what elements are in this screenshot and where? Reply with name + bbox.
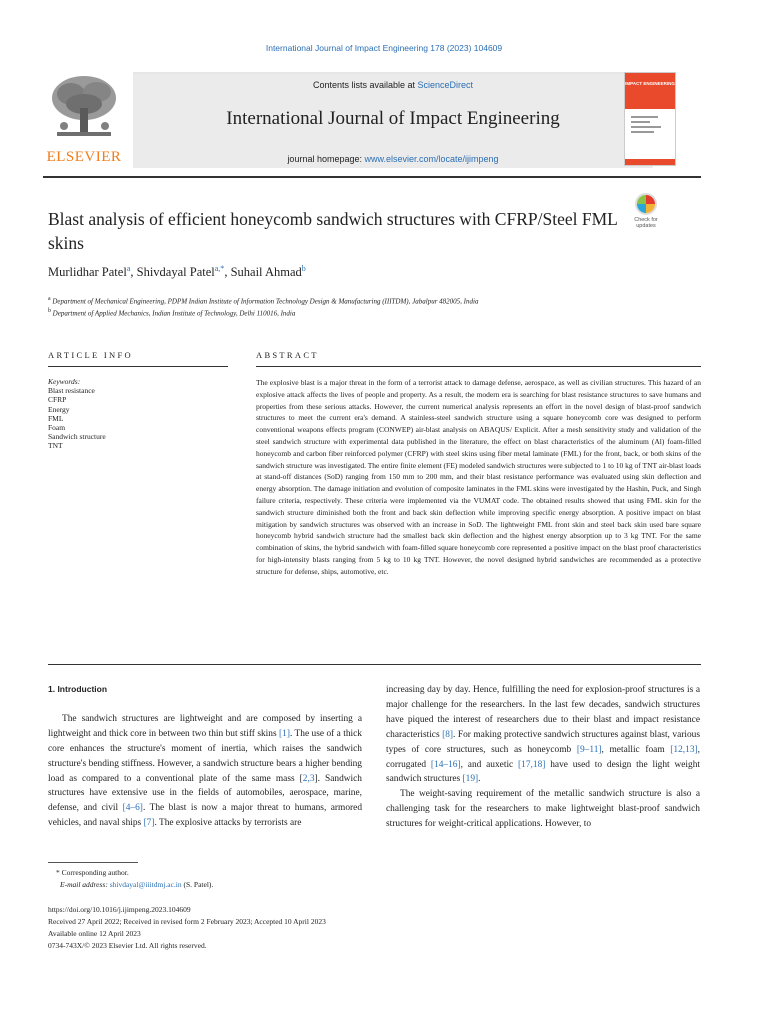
keyword: Energy <box>48 404 70 414</box>
journal-cover-thumbnail[interactable] <box>624 72 676 166</box>
citation-ref-link[interactable]: [12,13] <box>670 744 698 755</box>
author-name[interactable]: Suhail Ahmad <box>230 265 302 280</box>
article-info-heading: ARTICLE INFO <box>48 350 133 360</box>
homepage-link[interactable]: www.elsevier.com/locate/ijimpeng <box>364 154 499 164</box>
keywords-block <box>48 377 228 451</box>
text-run: , corrugated <box>386 744 700 770</box>
text-run: The sandwich structures are lightweight and are composed by inserting a lightweight and thick core in between two thin but stiff skins <box>48 713 362 739</box>
keywords-label: Keywords: <box>48 377 81 386</box>
citation-ref-link[interactable]: [8] <box>442 729 454 740</box>
cover-band: IMPACT ENGINEERING <box>625 73 675 109</box>
paragraph <box>48 712 362 831</box>
text-run: . The explosive attacks by terrorists are <box>154 818 302 829</box>
citation-ref-link[interactable]: [14–16] <box>430 759 461 770</box>
doi-link[interactable]: https://doi.org/10.1016/j.ijimpeng.2023.104609 <box>48 905 191 914</box>
crossmark-icon <box>635 193 657 215</box>
crossmark-badge[interactable] <box>626 193 666 233</box>
article-title: Blast analysis of efficient honeycomb sandwich structures with CFRP/Steel FML skins <box>48 209 618 253</box>
keyword: Blast resistance <box>48 386 95 396</box>
text-run: . The blast is now a major threat to humans, armored vehicles, and naval ships <box>48 803 363 829</box>
affiliation-sup: a <box>48 296 51 302</box>
abstract-text: The explosive blast is a major threat in the form of a terrorist attack to damage defense, aerospace, as well as civilian structures. This hazard of an explosive attack affects the lives of people and property. As a result, the modern era is searching for blast resistance structures to save humans and properties from these serious attacks. However, the current numerical analysis represents an effort in the novel design of blast-proof sandwich structures to meet the current era's demand. A stainless-steel sandwich structure using a square honeycomb core was designed to perform conventional weapons effects program (CONWEP) air-blast analysis on ABAQUS/ Explicit. After a mesh sensitivity study and validation of the steel sandwich structure with experimental data published in the literature, the effect on blast characteristics of the aluminum (Al) foam-filled honeycomb and carbon fiber reinforced polymer (CFRP) with steel skins using fiber metal laminate (FML) for the front, back, or both skins of the sandwich structure was investigated. The entire finite element (FE) modeled sandwich structures were subjected to 1 to 10 kg of TNT air-blast loads at stand-off distances (SoD) ranging from 150 mm to 200 mm, and their blast resistance performance was evaluated using skin deflection and energy absorption. The damage initiation and evolution of composite laminates in the FML skins were investigated by the Hashin, Puck, and Singh failure criteria, respectively. These criteria were implemented via the VUMAT code. The obtained results showed that using FML skin for the sandwich structure diminished both the front and back skin deflection while improving specific energy absorption. A positive impact on blast mitigation by sandwich structures was observed with an increase in SoD. The lightweight FML front skin and steel back skin used bare square honeycomb hybrid sandwich structure had the smallest back skin deflection and the highest energy absorption up to 3 kg TNT. For the same combination of skins, the hybrid sandwich with foam-filled square honeycomb core represented a positive impact on the blast proof characteristics for high-intensity blasts ranging from 5 kg to 10 kg TNT. However, the novel designed hybrid sandwiches are recommended as a protective structure for defense, ships, automotive, etc. <box>256 378 701 576</box>
affiliation-b <box>48 308 295 317</box>
keyword: Foam <box>48 423 66 433</box>
homepage-prefix: journal homepage: <box>287 154 365 164</box>
elsevier-wordmark: ELSEVIER <box>46 149 122 165</box>
journal-title: International Journal of Impact Engineering <box>226 108 560 129</box>
email-label: E-mail address: <box>60 880 110 889</box>
citation-ref-link[interactable]: [17,18] <box>518 759 546 770</box>
copyright: 0734-743X/© 2023 Elsevier Ltd. All rights reserved. <box>48 941 207 950</box>
affiliation-a <box>48 296 478 305</box>
citation-ref-link[interactable]: [1] <box>279 728 290 739</box>
author-list: Murlidhar Patel$^a$, Shivdayal Patel$^{a,*}$, Suhail Ahmad$^b$ <box>48 264 306 280</box>
crossmark-label: Check for updates <box>634 217 658 229</box>
affiliation-text: Department of Mechanical Engineering, PDPM Indian Institute of Information Technology Design & Manufacturing (IIITDM), Jabalpur 482005, India <box>52 297 479 306</box>
keyword: CFRP <box>48 395 67 405</box>
cover-footer <box>625 159 675 165</box>
abstract-heading: ABSTRACT <box>256 350 319 360</box>
journal-header <box>43 70 673 170</box>
keyword: Sandwich structure <box>48 432 106 442</box>
cover-lines <box>625 109 675 140</box>
contents-line <box>133 80 653 90</box>
text-run: . The use of a thick core enhances the structure's moment of inertia, which raises the sandwich structure's bending stiffness. However, a sandwich structure bears a higher bending load as compared to a conventional plate of the same mass [ <box>48 728 362 784</box>
affiliation-sup: b <box>48 308 51 314</box>
contents-prefix: Contents lists available at <box>312 80 418 90</box>
sciencedirect-link[interactable]: ScienceDirect <box>417 80 474 90</box>
header-divider <box>43 176 701 178</box>
keyword: TNT <box>48 441 63 451</box>
article-info-rule <box>48 366 228 367</box>
corresponding-author-note: * Corresponding author. <box>56 868 129 877</box>
text-run: , and auxetic <box>460 759 519 770</box>
elsevier-tree-icon <box>49 74 119 140</box>
author-sup[interactable]: a <box>126 264 131 273</box>
text-run: . <box>478 774 481 785</box>
author-sup[interactable]: b <box>301 264 306 273</box>
email-link[interactable]: shivdayal@iiitdmj.ac.in <box>109 880 182 889</box>
affiliation-text: Department of Applied Mechanics, Indian Institute of Technology, Delhi 110016, India <box>52 309 296 318</box>
abstract-bottom-rule <box>48 664 701 665</box>
author-name[interactable]: Shivdayal Patel <box>136 265 215 280</box>
paragraph <box>386 683 700 787</box>
body-column-left <box>48 682 362 831</box>
author-sup[interactable]: a,* <box>214 264 225 273</box>
text-run: , metallic foam <box>601 744 671 755</box>
text-run: ]. Sandwich structures have extensive use in the fields of automobiles, aerospace, marine, defense, and civil <box>48 773 362 814</box>
author-name[interactable]: Murlidhar Patel <box>48 265 127 280</box>
citation-ref-link[interactable]: [4–6] <box>122 803 143 814</box>
available-online: Available online 12 April 2023 <box>48 929 141 938</box>
received-dates: Received 27 April 2022; Received in revised form 2 February 2023; Accepted 10 April 2023 <box>48 917 326 926</box>
footnote-divider <box>48 862 138 863</box>
journal-banner <box>133 72 653 168</box>
section-heading-introduction: 1. Introduction <box>48 684 108 694</box>
citation-ref-link[interactable]: [19] <box>462 774 479 785</box>
text-run: increasing day by day. Hence, fulfilling the need for explosion-proof structures is a major challenge for the researchers. In the last few decades, sandwich structures have piqued the interest of researchers due to their blast and impact resistance characteristics <box>386 685 700 740</box>
keyword: FML <box>48 413 64 423</box>
journal-citation[interactable]: International Journal of Impact Engineering 178 (2023) 104609 <box>265 43 503 53</box>
email-footnote <box>60 880 213 889</box>
homepage-line <box>133 154 653 164</box>
abstract-rule <box>256 366 701 367</box>
paragraph: The weight-saving requirement of the metallic sandwich structure is also a challenging task for the researchers to make lightweight blast-proof sandwich structures for weight-critical applications. However, to <box>386 789 700 830</box>
elsevier-logo[interactable] <box>43 70 125 166</box>
citation-ref-link[interactable]: [9–11] <box>576 744 602 755</box>
body-column-right <box>386 683 700 832</box>
email-suffix: (S. Patel). <box>181 880 214 889</box>
text-run: have used to design the light weight sandwich structures <box>386 759 700 785</box>
text-run: . For making protective sandwich structures against blast, various types of core structures, such as honeycomb <box>386 729 700 755</box>
citation-ref-link[interactable]: [7] <box>143 818 155 829</box>
citation-ref-link[interactable]: 2,3 <box>302 773 315 784</box>
